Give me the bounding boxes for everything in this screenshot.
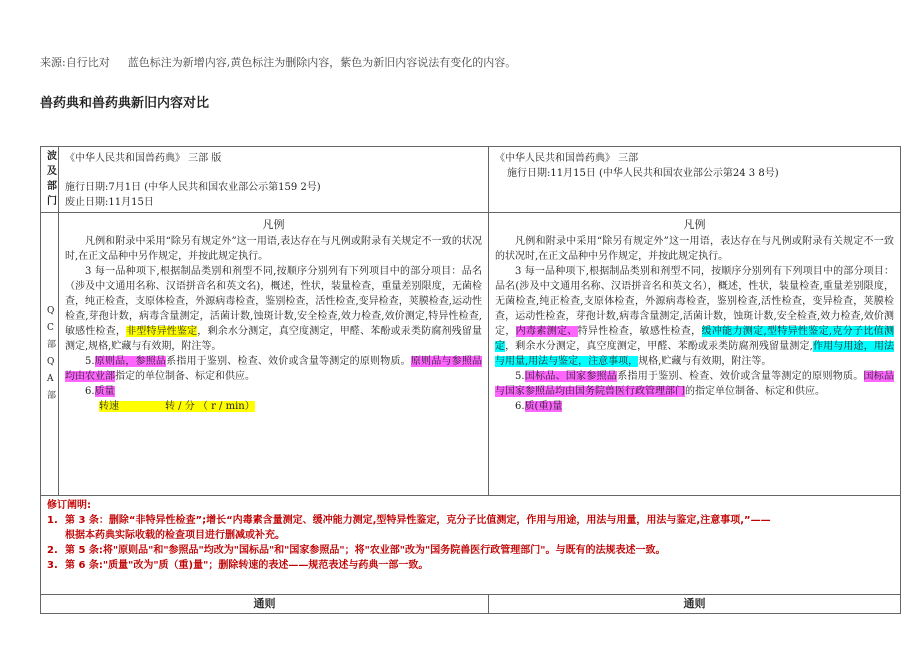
- section-footer-row: [41, 595, 901, 614]
- old-effective-date: 施行日期:7月1日 (中华人民共和国农业部公示第159 2号): [65, 182, 321, 193]
- document-title: 兽药典和兽药典新旧内容对比: [40, 96, 210, 111]
- new-notices-cell: [489, 213, 901, 496]
- speed-label: 转速: [99, 401, 119, 412]
- text-run: 系指用于鉴别、检查、效价或含量等测定的原则物质。: [617, 371, 864, 382]
- source-line: [40, 54, 516, 70]
- text-run: 5.: [515, 371, 525, 382]
- old-book: 《中华人民共和国兽药典》 三部 版: [65, 153, 222, 164]
- label-char: A: [47, 374, 54, 384]
- text-run: 特异性检查，敏感性检查，: [577, 326, 702, 337]
- text-run: 3 每一品种项下,根据制品类别和剂型不同,按顺序分别列有下列项目中的部分项目：品名（涉及中文通用名称、汉语拼音名和英文名)，概述，性状，装量检查，重量差别限度，无菌检查，纯正检查，支原体检查，外源病毒检查，鉴别检查，活性检查,变异检查，荚膜检查,运动性检查,芽孢计数，病毒含量测定，活菌计数,蚀斑计数,安全检查,效力检查,效价测定,特异性检查,敏感性检查，: [65, 266, 482, 337]
- text-run: 6.: [515, 401, 525, 412]
- row-label-qc-qa: [41, 213, 59, 496]
- notes-title: 修订阐明:: [47, 500, 91, 511]
- note-number: 1.: [47, 515, 58, 526]
- new-paragraph-1: 凡例和附录中采用“除另有规定外”这一用语，表达存在与凡例或附录有关规定不一致的状况时,在正文品种中另作规定，并按此规定执行。: [495, 236, 894, 262]
- old-speed-line: [99, 399, 482, 414]
- general-notices-row: [41, 213, 901, 496]
- old-edition-cell: [59, 147, 489, 213]
- changed-highlight: 国标品与国家参照品均由国务院兽医行政管理部门: [495, 371, 895, 397]
- new-book: 《中华人民共和国兽药典》 三部: [495, 153, 639, 164]
- legend-text: 蓝色标注为新增内容,黄色标注为删除内容，紫色为新旧内容说法有变化的内容。: [127, 56, 517, 69]
- new-heading: 凡例: [683, 218, 706, 231]
- label-char: Q: [47, 306, 55, 316]
- old-paragraph-1: 凡例和附录中采用“除另有规定外”这一用语,表达存在与凡例或附录有关规定不一致的状况时,在正文品种中另作规定，并按此规定执行。: [65, 236, 482, 262]
- revision-notes-cell: [41, 496, 901, 595]
- note-text: 第 3 条：删除“非特异性检查”;增长“内毒素含量测定、缓冲能力测定,型特异性鉴定，克分子比值测定，作用与用途，用法与用量，用法与鉴定,注意事项,”——: [65, 515, 771, 526]
- note-item: [47, 513, 894, 528]
- label-char: 部: [47, 340, 57, 350]
- text-run: 的指定单位制备、标定和供应。: [685, 386, 825, 397]
- new-paragraph-3: [495, 264, 894, 369]
- label-char: Q: [47, 357, 55, 367]
- old-paragraph-5: [65, 354, 482, 384]
- added-highlight: 作用与用途，用法与用量,用法与鉴定，注意事项，: [495, 341, 895, 367]
- changed-highlight: 质量: [94, 386, 115, 397]
- changed-highlight: 原则品，参照品: [94, 356, 167, 367]
- label-char: 波: [47, 151, 57, 162]
- row-label-dept: [41, 147, 59, 213]
- label-char: C: [47, 323, 54, 333]
- note-number: 3.: [47, 560, 58, 571]
- note-text: 第 5 条:将"原则品"和"参照品"均改为"国标品"和"国家参照品"；将"农业部"改为"国务院兽医行政管理部门"。与既有的法规表述一致。: [65, 545, 666, 556]
- note-number: 2.: [47, 545, 58, 556]
- old-paragraph-3: [65, 264, 482, 354]
- old-paragraph-6: [65, 384, 482, 399]
- text-run: 6.: [85, 386, 95, 397]
- note-continuation: 根据本药典实际收载的检查项目进行删减或补充。: [65, 530, 285, 541]
- text-run: 规格,贮藏与有效期，附注等。: [638, 356, 772, 367]
- note-item: [47, 543, 894, 558]
- old-abolished-date: 废止日期:11月15日: [65, 197, 154, 208]
- new-effective-date: 施行日期:11月15日 (中华人民共和国农业部公示第24 3 8号): [507, 168, 779, 179]
- edition-row: [41, 147, 901, 213]
- changed-highlight: 国标品、国家参照品: [524, 371, 618, 382]
- note-text: 第 6 条:"质量"改为"质（重)量"；删除转速的表述——规范表述与药典一部一致。: [65, 560, 429, 571]
- label-char: 部: [47, 391, 57, 401]
- added-highlight: 缓冲能力测定,型特异性鉴定,克分子比值测定: [495, 326, 895, 352]
- changed-highlight: 质(重)量: [524, 401, 563, 412]
- deleted-highlight: [99, 401, 255, 412]
- new-section-heading: 通则: [489, 595, 901, 614]
- text-run: 3 每一品种项下,根据制品类别和剂型不同，按顺序分别列有下列项目中的部分项目：品名(涉及中文通用名称、汉语拼音名和英文名），概述，性状，装量检查,重量差别限度，无菌检查,纯正检查,支原体检查，外源病毒检查，鉴别检查,活性检查，变异检查，荚膜检查，运动性检查，芽孢计数,病毒含量测定,活菌计数，蚀斑计数,安全检查,效力检查,效价测定，: [495, 266, 894, 337]
- text-run: 5.: [85, 356, 95, 367]
- old-notices-cell: [59, 213, 489, 496]
- label-char: 及: [47, 166, 57, 177]
- deleted-highlight: 非型特异性鉴定: [126, 326, 198, 337]
- text-run: 系指用于鉴别、检查、效价或含量等测定的原则物质。: [166, 356, 411, 367]
- label-char: 部: [47, 181, 57, 192]
- note-item: [47, 558, 894, 573]
- changed-highlight: 原则品与参照品均由农业部: [65, 356, 483, 382]
- comparison-table: [40, 146, 901, 614]
- new-paragraph-5: [495, 369, 894, 399]
- old-heading: 凡例: [262, 218, 285, 231]
- text-run: 指定的单位制备、标定和供应。: [115, 371, 255, 382]
- revision-notes-row: [41, 496, 901, 595]
- source-label: 来源:自行比对: [40, 56, 110, 69]
- changed-highlight: 内毒素测定、: [515, 326, 578, 337]
- new-paragraph-6: [495, 399, 894, 414]
- speed-unit: 转 / 分 （ r / min）: [165, 401, 255, 412]
- old-section-heading: 通则: [41, 595, 489, 614]
- text-run: ，剩余水分测定，真空度测定，甲醛、苯酚或汞类防腐剂残留量测定,: [505, 341, 813, 352]
- new-edition-cell: [489, 147, 901, 213]
- text-run: ，剩余水分测定，真空度测定，甲醛、苯酚或汞类防腐剂残留量测定,规格,贮藏与有效期，附注等。: [65, 326, 483, 352]
- label-char: 门: [47, 196, 57, 207]
